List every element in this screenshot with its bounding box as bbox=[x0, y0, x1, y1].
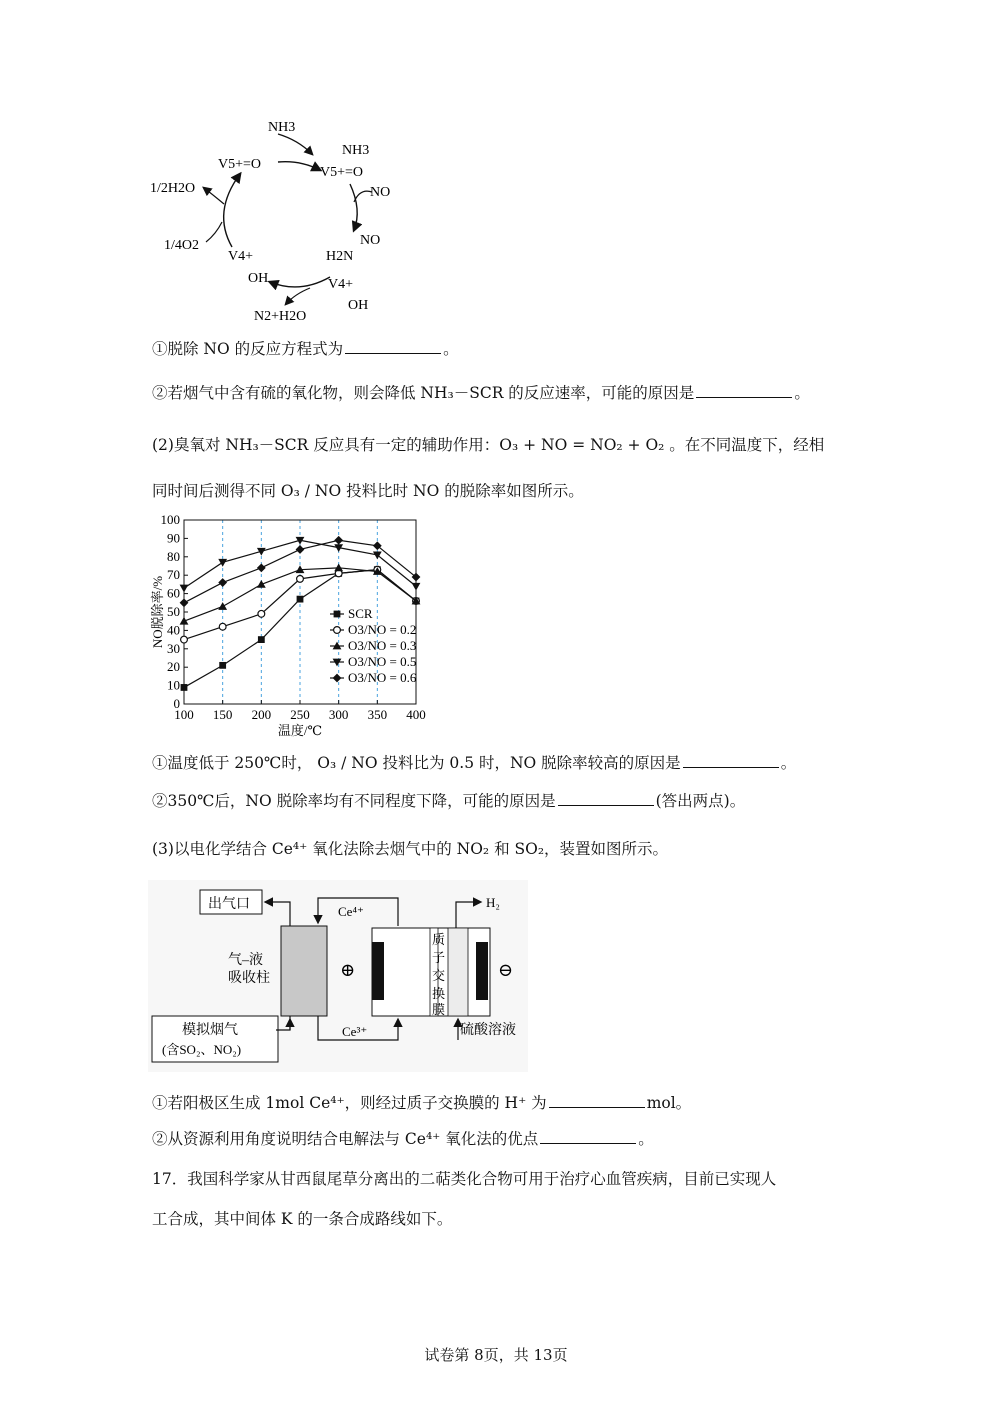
y-tick-label-10: 10 bbox=[167, 677, 180, 693]
acid-label: 硫酸溶液 bbox=[460, 1023, 516, 1038]
y-tick-label-50: 50 bbox=[167, 604, 180, 619]
question-3b-text: ②从资源利用角度说明结合电解法与 Ce⁴⁺ 氧化法的优点 bbox=[152, 1130, 539, 1148]
answer-blank[interactable] bbox=[549, 1092, 645, 1108]
y-tick-label-20: 20 bbox=[167, 659, 180, 675]
cycle-label-v4-right: V4+ bbox=[328, 277, 354, 292]
catalytic-cycle-diagram bbox=[140, 112, 430, 327]
membrane-char-3: 换 bbox=[432, 986, 446, 1001]
data-point-s1-0 bbox=[181, 636, 188, 643]
y-tick-label-30: 30 bbox=[167, 640, 180, 656]
ce3-label: Ce³⁺ bbox=[342, 1024, 368, 1039]
cycle-arc-top bbox=[278, 162, 320, 170]
y-tick-label-70: 70 bbox=[167, 567, 180, 583]
question-1a-end: 。 bbox=[443, 340, 459, 358]
cycle-arc-left bbox=[224, 174, 240, 247]
cycle-arc-bottom bbox=[270, 277, 330, 287]
cycle-label-half-water: 1/2H2O bbox=[150, 181, 196, 196]
answer-blank[interactable] bbox=[540, 1128, 636, 1144]
answer-blank[interactable] bbox=[558, 790, 654, 806]
data-point-s3-0 bbox=[180, 585, 189, 593]
cycle-label-no-bound: NO bbox=[360, 233, 381, 248]
answer-blank[interactable] bbox=[683, 752, 779, 768]
question-3b bbox=[152, 1128, 654, 1150]
data-point-s4-1 bbox=[218, 578, 227, 587]
data-point-s2-1 bbox=[218, 602, 227, 610]
question-3b-end: 。 bbox=[638, 1130, 654, 1148]
question-17-line-1: 17．我国科学家从甘西鼠尾草分离出的二萜类化合物可用于治疗心血管疾病，目前已实现人 bbox=[152, 1170, 777, 1188]
data-point-s0-3 bbox=[297, 596, 304, 603]
cycle-arc-right bbox=[350, 184, 357, 230]
column-label-1: 气–液 bbox=[228, 953, 263, 968]
x-tick-label-150: 150 bbox=[212, 707, 233, 722]
question-3a-end: mol。 bbox=[646, 1094, 692, 1112]
question-2-intro-line-2: 同时间后测得不同 O₃ / NO 投料比时 NO 的脱除率如图所示。 bbox=[152, 482, 584, 500]
x-tick-label-200: 200 bbox=[251, 707, 272, 722]
cycle-label-v5-right-nh3: NH3 bbox=[342, 143, 370, 158]
membrane-char-1: 子 bbox=[432, 950, 446, 965]
y-axis-label: NO脱除率/% bbox=[150, 575, 165, 649]
question-3a bbox=[152, 1092, 691, 1114]
question-1a-text: ①脱除 NO 的反应方程式为 bbox=[152, 340, 344, 358]
legend-label-0: SCR bbox=[348, 606, 373, 621]
question-1a bbox=[152, 338, 459, 360]
o2-in-arrow bbox=[206, 222, 222, 242]
electrolysis-device-diagram bbox=[148, 880, 528, 1072]
legend-label-3: O3/NO = 0.5 bbox=[348, 654, 417, 669]
cathode bbox=[476, 942, 488, 1000]
page-footer: 试卷第 8页，共 13页 bbox=[424, 1346, 568, 1364]
ce4-label: Ce⁴⁺ bbox=[338, 904, 364, 919]
question-17-line-2: 工合成，其中间体 K 的一条合成路线如下。 bbox=[152, 1210, 453, 1228]
cycle-label-v4-left: V4+ bbox=[228, 249, 254, 264]
data-point-s2-4 bbox=[334, 563, 343, 571]
data-point-s3-6 bbox=[412, 583, 421, 591]
question-1b-end: 。 bbox=[794, 384, 810, 402]
y-tick-label-0: 0 bbox=[173, 696, 180, 711]
x-tick-label-350: 350 bbox=[367, 707, 388, 722]
question-1b-text: ②若烟气中含有硫的氧化物，则会降低 NH₃－SCR 的反应速率，可能的原因是 bbox=[152, 384, 695, 402]
h2o-out-arrow bbox=[204, 188, 224, 204]
x-axis-label: 温度/℃ bbox=[277, 723, 323, 738]
question-2a-end: 。 bbox=[780, 754, 797, 772]
cycle-label-quarter-o2: 1/4O2 bbox=[164, 238, 199, 253]
legend-label-2: O3/NO = 0.3 bbox=[348, 638, 417, 653]
cycle-label-v5-left: V5+=O bbox=[218, 157, 262, 172]
legend-label-4: O3/NO = 0.6 bbox=[348, 670, 417, 685]
legend-label-1: O3/NO = 0.2 bbox=[348, 622, 417, 637]
question-3-intro: (3)以电化学结合 Ce⁴⁺ 氧化法除去烟气中的 NO₂ 和 SO₂，装置如图所示。 bbox=[152, 840, 669, 858]
data-point-s4-3 bbox=[296, 545, 305, 554]
data-point-s0-0 bbox=[181, 684, 188, 691]
cycle-label-no-in: NO bbox=[370, 185, 391, 200]
data-point-s4-4 bbox=[334, 536, 343, 545]
y-tick-label-60: 60 bbox=[167, 585, 180, 601]
cycle-label-oh-left: OH bbox=[248, 271, 269, 286]
membrane-char-0: 质 bbox=[432, 932, 446, 947]
legend-marker-1 bbox=[334, 627, 341, 634]
membrane-char-2: 交 bbox=[432, 968, 446, 983]
cycle-label-v5-right: V5+=O bbox=[320, 165, 364, 180]
data-point-s1-2 bbox=[258, 610, 265, 617]
answer-blank[interactable] bbox=[696, 382, 792, 398]
nh3-in-arrow bbox=[278, 134, 312, 154]
answer-blank[interactable] bbox=[345, 338, 441, 354]
question-2a bbox=[152, 752, 796, 774]
x-tick-label-300: 300 bbox=[328, 707, 349, 722]
legend-marker-4 bbox=[333, 674, 342, 683]
data-point-s2-0 bbox=[180, 617, 189, 625]
membrane-char-4: 膜 bbox=[432, 1002, 446, 1017]
question-2b-end: (答出两点)。 bbox=[655, 792, 746, 810]
cycle-label-h2n: H2N bbox=[326, 249, 354, 264]
y-tick-label-80: 80 bbox=[167, 548, 180, 564]
n2-out-arrow bbox=[286, 288, 310, 304]
y-tick-label-40: 40 bbox=[167, 622, 180, 638]
legend-marker-0 bbox=[334, 611, 341, 618]
data-point-s1-1 bbox=[219, 623, 226, 630]
cycle-label-oh-right: OH bbox=[348, 298, 369, 313]
y-tick-label-100: 100 bbox=[160, 512, 180, 527]
data-point-s0-1 bbox=[219, 662, 226, 669]
cycle-label-nh3-in: NH3 bbox=[268, 120, 296, 135]
no-removal-chart bbox=[140, 508, 440, 740]
minus-electrode-icon: ⊖ bbox=[498, 960, 514, 980]
membrane-strip bbox=[448, 928, 468, 1016]
data-point-s3-1 bbox=[218, 559, 227, 567]
cycle-label-n2-h2o: N2+H2O bbox=[254, 309, 307, 324]
anode bbox=[372, 942, 384, 1000]
data-point-s4-0 bbox=[180, 598, 189, 607]
outlet-label: 出气口 bbox=[208, 897, 250, 912]
column-label-2: 吸收柱 bbox=[228, 971, 270, 986]
flue-label-2: (含SO₂、NO₂) bbox=[162, 1042, 242, 1057]
question-2b-text: ②350℃后，NO 脱除率均有不同程度下降，可能的原因是 bbox=[152, 792, 556, 810]
question-2b bbox=[152, 790, 745, 812]
x-tick-label-100: 100 bbox=[174, 707, 194, 722]
plus-electrode-icon: ⊕ bbox=[340, 960, 356, 980]
absorption-column bbox=[281, 926, 327, 1016]
x-tick-label-400: 400 bbox=[406, 707, 426, 722]
data-point-s2-2 bbox=[257, 580, 266, 588]
question-2-intro-line-1: (2)臭氧对 NH₃－SCR 反应具有一定的辅助作用：O₃ + NO = NO₂ + O₂ 。在不同温度下，经相 bbox=[152, 436, 825, 454]
data-point-s0-2 bbox=[258, 636, 265, 643]
flue-label-1: 模拟烟气 bbox=[182, 1023, 238, 1038]
h2-label: H₂ bbox=[486, 895, 500, 910]
y-tick-label-90: 90 bbox=[167, 530, 180, 546]
question-1b bbox=[152, 382, 810, 404]
x-tick-label-250: 250 bbox=[290, 707, 310, 722]
membrane-label bbox=[432, 932, 445, 1017]
question-3a-text: ①若阳极区生成 1mol Ce⁴⁺，则经过质子交换膜的 H⁺ 为 bbox=[152, 1094, 547, 1112]
question-2a-text: ①温度低于 250℃时， O₃ / NO 投料比为 0.5 时，NO 脱除率较高的原因是 bbox=[152, 754, 681, 772]
data-point-s1-3 bbox=[297, 575, 304, 582]
data-point-s4-2 bbox=[257, 563, 266, 572]
